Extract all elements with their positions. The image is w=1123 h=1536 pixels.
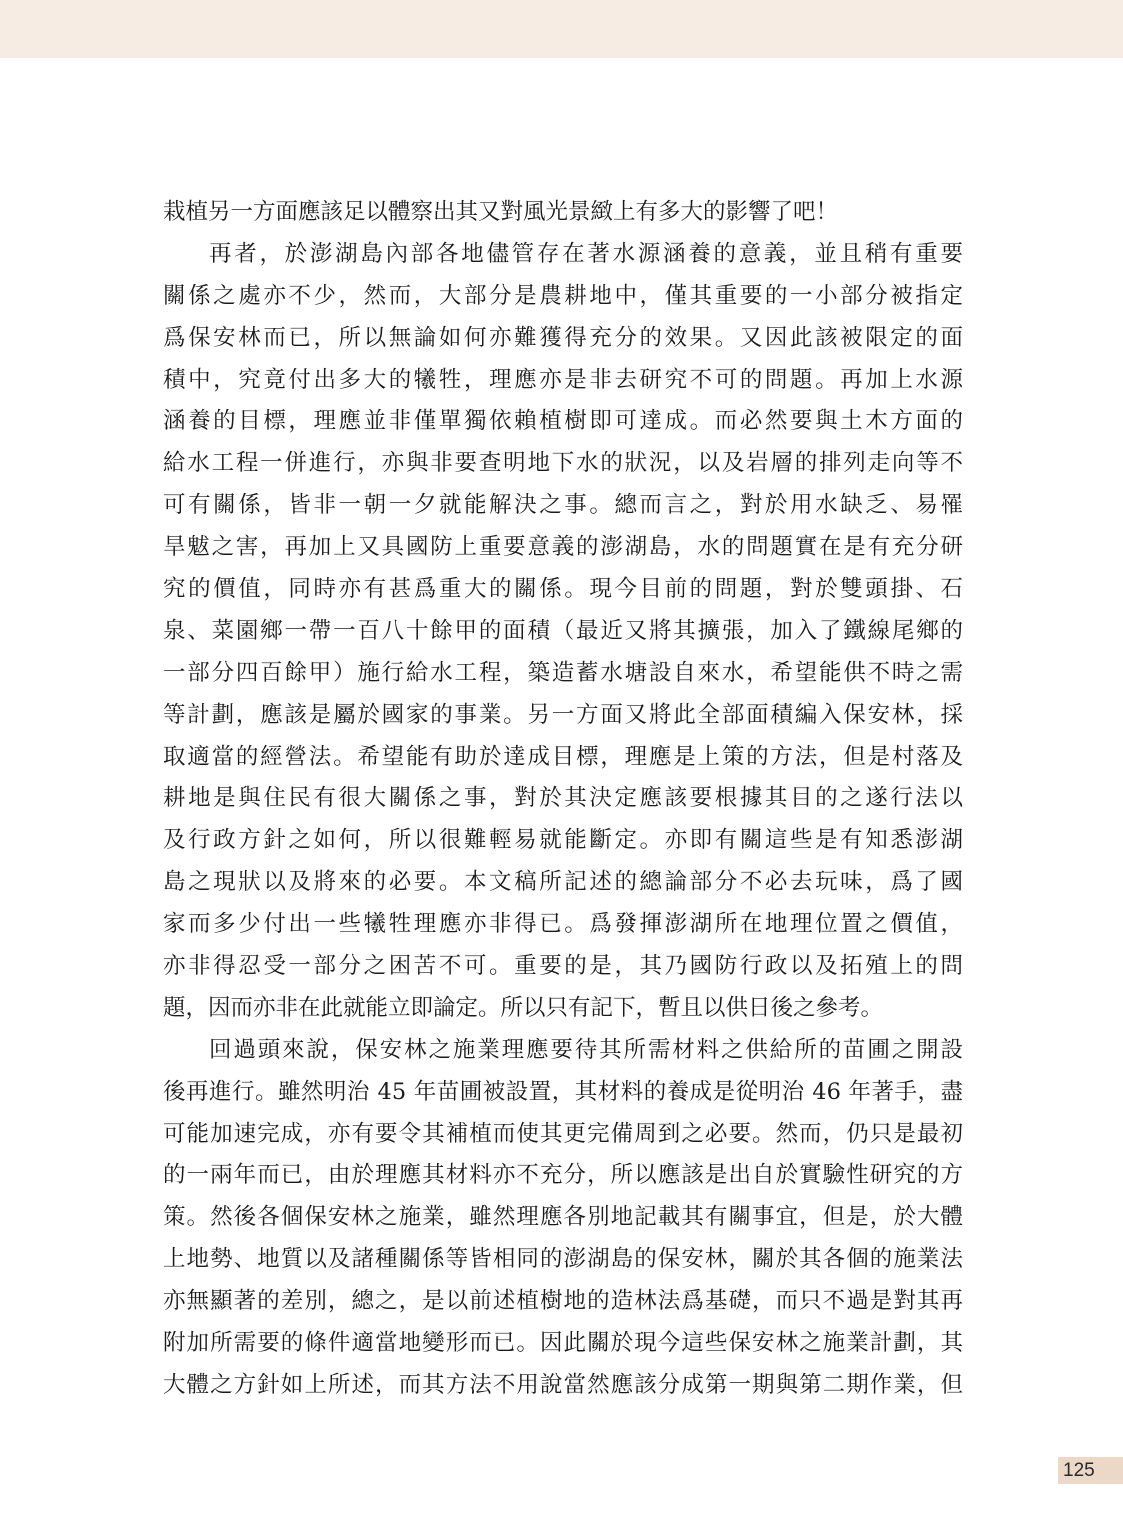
text-line: 等計劃，應該是屬於國家的事業。另一方面又將此全部面積編入保安林，採 [163, 701, 963, 728]
text-line: 取適當的經營法。希望能有助於達成目標，理應是上策的方法，但是村落及 [163, 743, 963, 770]
text-line: 附加所需要的條件適當地變形而已。因此關於現今這些保安林之施業計劃，其 [163, 1330, 963, 1357]
text-line: 一部分四百餘甲）施行給水工程，築造蓄水塘設自來水，希望能供不時之需 [163, 659, 963, 686]
page-number: 125 [1063, 1460, 1095, 1481]
text-line: 栽植另一方面應該足以體察出其又對風光景緻上有多大的影響了吧！ [163, 199, 839, 225]
text-line: 及行政方針之如何，所以很難輕易就能斷定。亦即有關這些是有知悉澎湖 [163, 827, 963, 854]
text-line: 旱魃之害，再加上又具國防上重要意義的澎湖島，水的問題實在是有充分研 [163, 534, 963, 561]
text-line: 泉、菜園鄉一帶一百八十餘甲的面積（最近又將其擴張，加入了鐵線尾鄉的 [163, 617, 963, 644]
text-line: 涵養的目標，理應並非僅單獨依賴植樹即可達成。而必然要與土木方面的 [163, 408, 963, 435]
text-line: 究的價值，同時亦有甚爲重大的關係。現今目前的問題，對於雙頭掛、石 [163, 576, 963, 603]
header-band [0, 0, 1123, 58]
text-line: 島之現狀以及將來的必要。本文稿所記述的總論部分不必去玩味，爲了國 [163, 869, 963, 896]
text-line: 再者，於澎湖島內部各地儘管存在著水源涵養的意義，並且稍有重要 [209, 240, 963, 267]
text-line: 家而多少付出一些犧牲理應亦非得已。爲發揮澎湖所在地理位置之價值， [163, 911, 963, 938]
text-line: 題，因而亦非在此就能立即論定。所以只有記下，暫且以供日後之參考。 [163, 994, 884, 1021]
text-line: 的一兩年而已，由於理應其材料亦不充分，所以應該是出自於實驗性研究的方 [163, 1162, 963, 1189]
text-line: 關係之處亦不少，然而，大部分是農耕地中，僅其重要的一小部分被指定 [163, 282, 963, 309]
text-line: 回過頭來說，保安林之施業理應要待其所需材料之供給所的苗圃之開設 [209, 1036, 963, 1063]
text-line: 亦非得忍受一部分之困苦不可。重要的是，其乃國防行政以及拓殖上的問 [163, 953, 963, 980]
text-line: 爲保安林而已，所以無論如何亦難獲得充分的效果。又因此該被限定的面 [163, 324, 963, 351]
text-line: 積中，究竟付出多大的犧牲，理應亦是非去研究不可的問題。再加上水源 [163, 366, 963, 393]
text-line: 上地勢、地質以及諸種關係等皆相同的澎湖島的保安林，關於其各個的施業法 [163, 1246, 963, 1273]
text-line: 大體之方針如上所述，而其方法不用說當然應該分成第一期與第二期作業，但 [163, 1371, 963, 1398]
text-line: 策。然後各個保安林之施業，雖然理應各別地記載其有關事宜，但是，於大體 [163, 1204, 963, 1231]
text-line: 耕地是與住民有很大關係之事，對於其決定應該要根據其目的之遂行法以 [163, 785, 963, 812]
text-line: 可能加速完成，亦有要令其補植而使其更完備周到之必要。然而，仍只是最初 [163, 1120, 963, 1147]
text-line: 後再進行。雖然明治 45 年苗圃被設置，其材料的養成是從明治 46 年著手，盡 [163, 1078, 963, 1105]
text-line: 給水工程一併進行，亦與非要查明地下水的狀況，以及岩層的排列走向等不 [163, 450, 963, 477]
text-line: 亦無顯著的差別，總之，是以前述植樹地的造林法爲基礎，而只不過是對其再 [163, 1288, 963, 1315]
body-text [163, 192, 963, 1407]
text-line: 可有關係，皆非一朝一夕就能解決之事。總而言之，對於用水缺乏、易罹 [163, 492, 963, 519]
